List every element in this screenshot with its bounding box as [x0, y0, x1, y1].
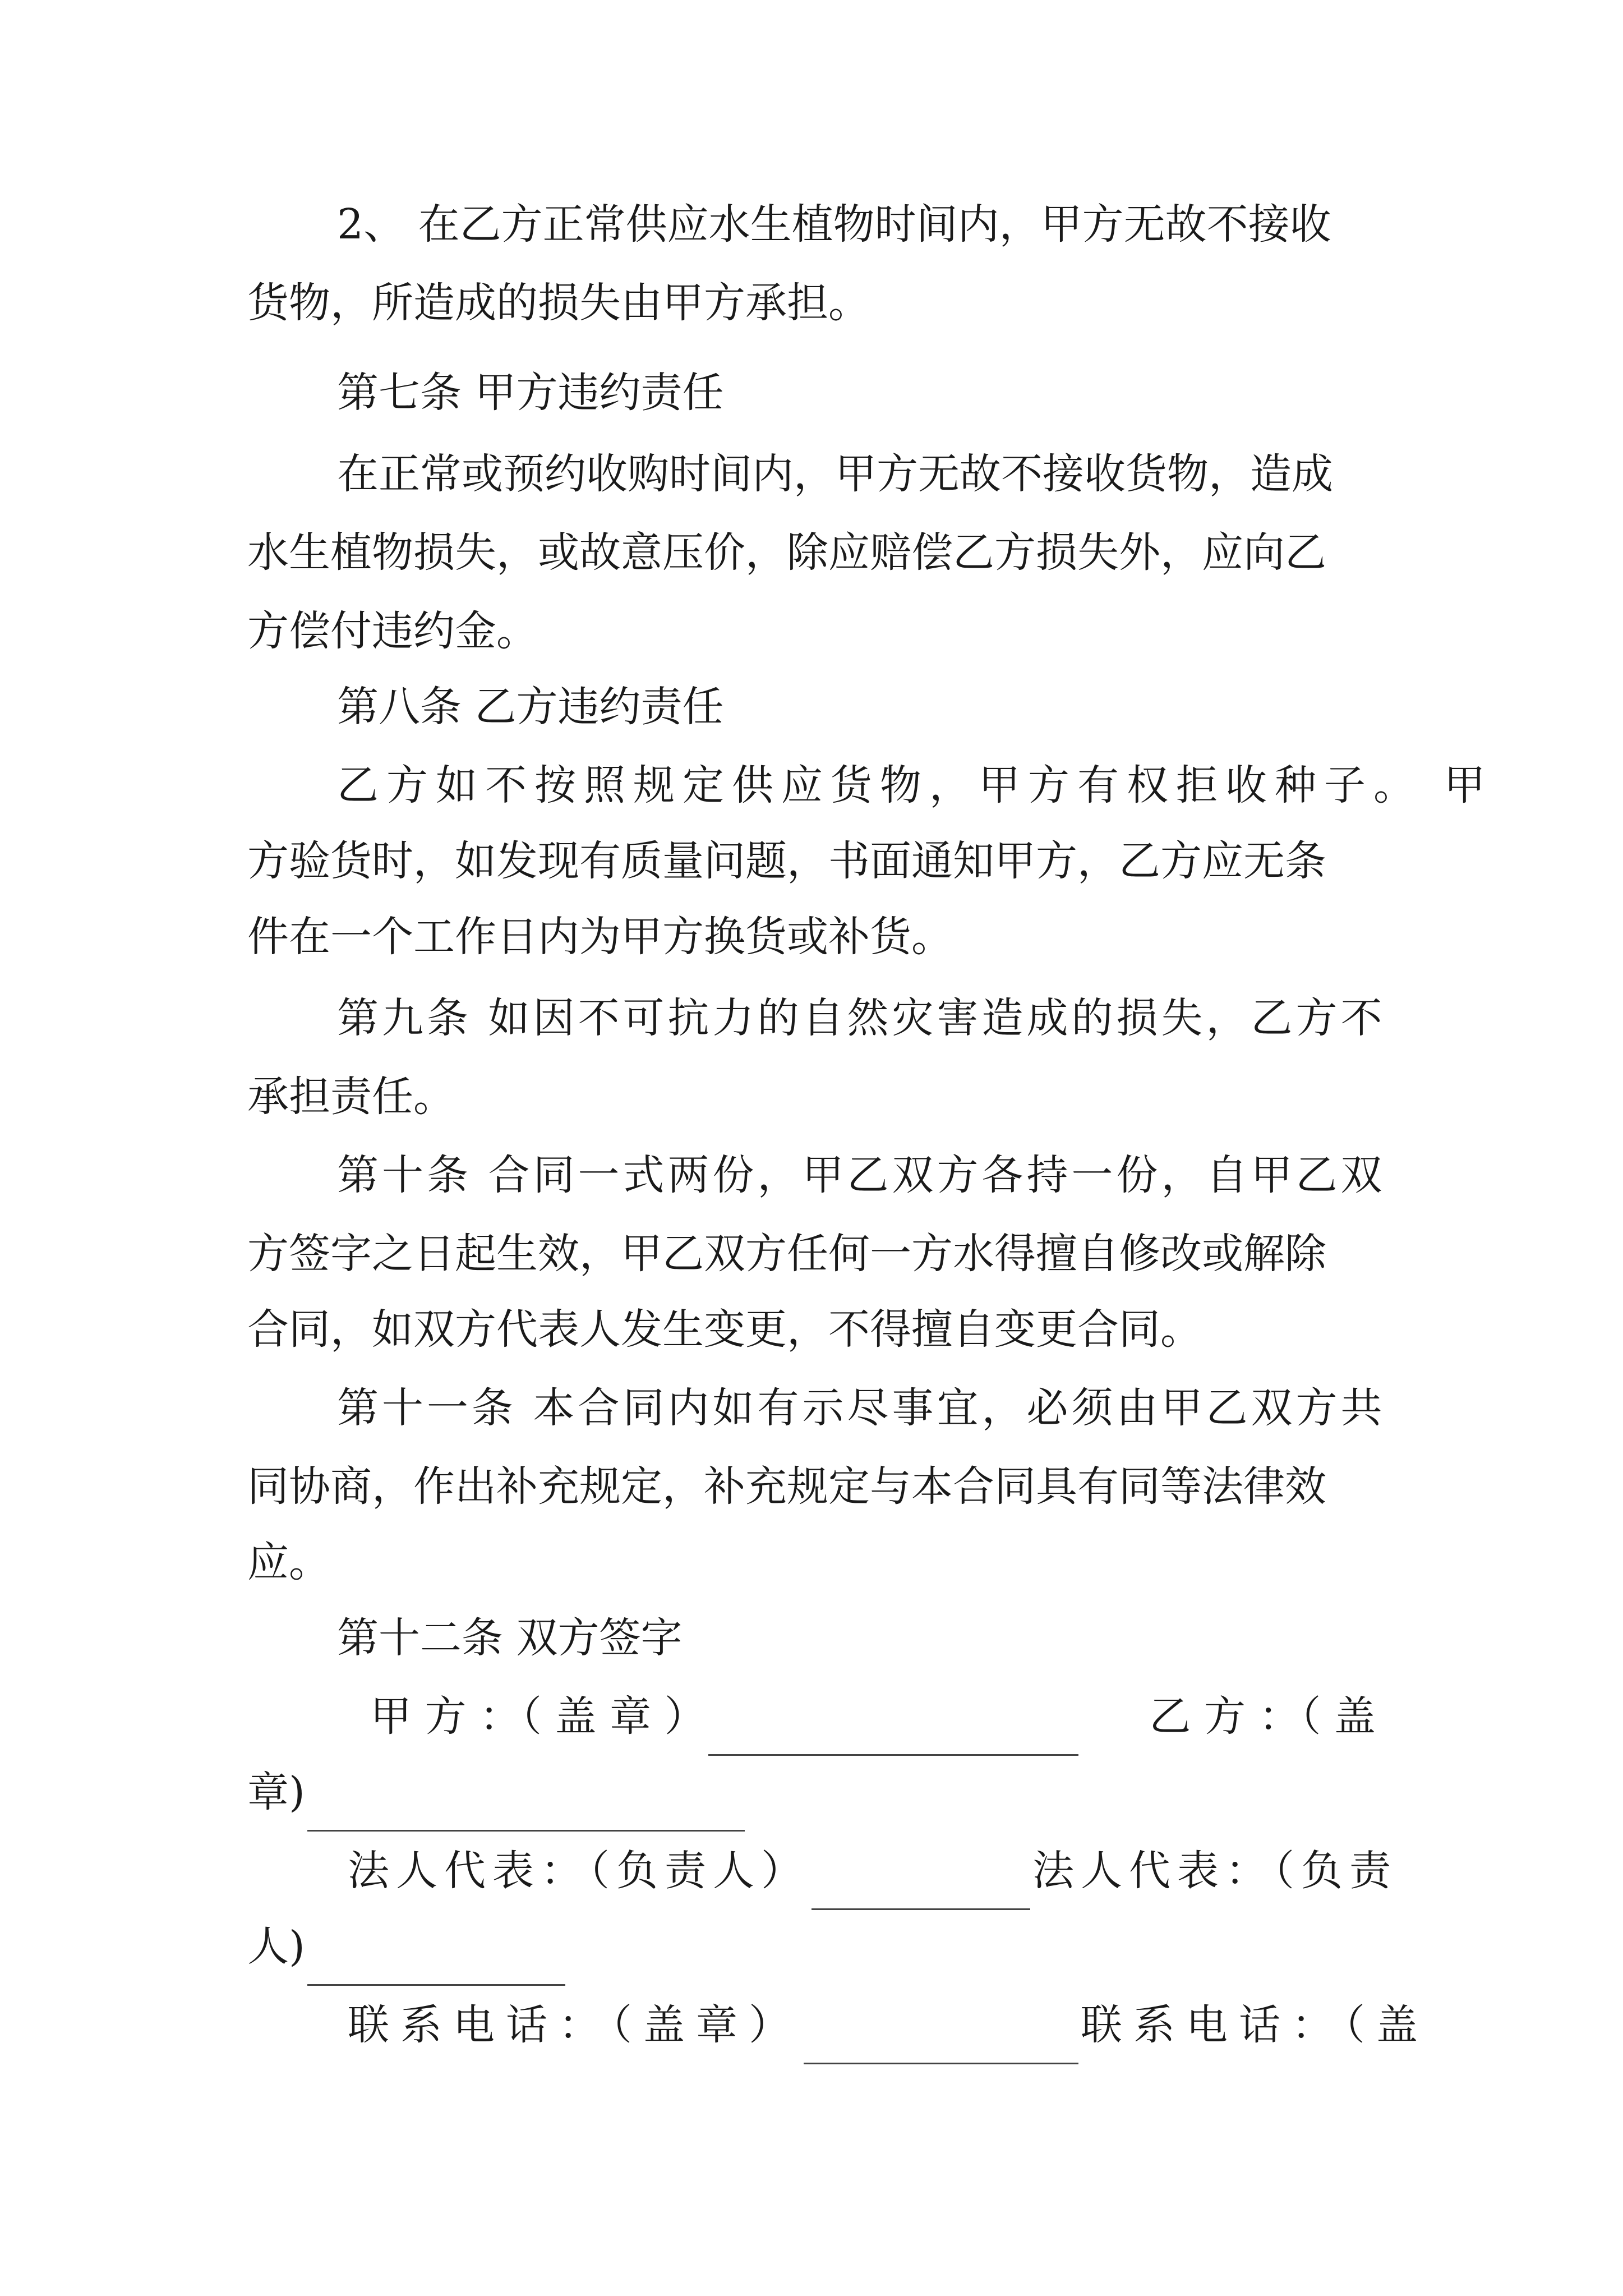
clause-2-line-2: 货物，所造成的损失由甲方承担。 [247, 279, 870, 327]
legal-rep-row-continued [247, 1907, 1376, 1986]
article-8-line-3: 件在一个工作日内为甲方换货或补货。 [247, 913, 953, 961]
legal-rep-a-label: 法人代表：（负责人） [348, 1847, 809, 1895]
phone-a-label: 联系电话：（盖章） [348, 2001, 801, 2049]
article-7-line-3: 方偿付违约金。 [247, 607, 538, 655]
article-11-line-3: 应。 [247, 1538, 330, 1586]
article-8-heading: 第八条 乙方违约责任 [337, 683, 724, 731]
phone-b-label: 联系电话：（盖 [1081, 2001, 1429, 2049]
article-10-line-3: 合同，如双方代表人发生变更，不得擅自变更合同。 [247, 1305, 1202, 1354]
article-10-line-1: 第十条 合同一式两份，甲乙双方各持一份，自甲乙双 [337, 1151, 1386, 1199]
phone-row [348, 1986, 1429, 2064]
article-8-line-1: 乙方如不按照规定供应货物，甲方有权拒收种子。 甲 [337, 761, 1493, 809]
article-7-heading: 第七条 甲方违约责任 [337, 369, 724, 417]
party-b-seal-blank[interactable] [307, 1785, 745, 1832]
article-10-line-2: 方签字之日起生效，甲乙双方任何一方水得擅自修改或解除 [247, 1230, 1326, 1278]
phone-a-blank[interactable] [804, 2018, 1078, 2064]
legal-rep-row [348, 1832, 1398, 1910]
party-a-seal-label: 甲 方 ：（ 盖 章 ） [370, 1692, 706, 1741]
party-b-seal-label: 乙 方 ：（ 盖 [1149, 1692, 1376, 1741]
article-8-line-2: 方验货时，如发现有质量问题，书面通知甲方，乙方应无条 [247, 837, 1326, 885]
article-7-line-1: 在正常或预约收购时间内，甲方无故不接收货物，造成 [337, 450, 1333, 498]
article-7-line-2: 水生植物损失，或故意压价，除应赔偿乙方损失外，应向乙 [247, 528, 1326, 577]
clause-2-line-1: 2、 在乙方正常供应水生植物时间内，甲方无故不接收 [337, 200, 1331, 249]
article-9-line-1: 第九条 如因不可抗力的自然灾害造成的损失，乙方不 [337, 994, 1386, 1042]
legal-rep-b-label-continued: 人) [247, 1922, 305, 1971]
article-9-line-2: 承担责任。 [247, 1073, 455, 1121]
legal-rep-a-blank[interactable] [811, 1864, 1030, 1910]
party-a-seal-blank[interactable] [708, 1709, 1078, 1756]
legal-rep-b-blank[interactable] [307, 1939, 565, 1986]
seal-row-continued [247, 1753, 1376, 1832]
legal-rep-b-label: 法人代表：（负责 [1032, 1847, 1398, 1895]
seal-row [370, 1677, 1376, 1756]
party-b-seal-label-continued: 章) [247, 1768, 305, 1816]
article-11-line-1: 第十一条 本合同内如有示尽事宜，必须由甲乙双方共 [337, 1384, 1386, 1432]
article-11-line-2: 同协商，作出补充规定，补充规定与本合同具有同等法律效 [247, 1462, 1326, 1511]
article-12-heading: 第十二条 双方签字 [337, 1614, 683, 1662]
